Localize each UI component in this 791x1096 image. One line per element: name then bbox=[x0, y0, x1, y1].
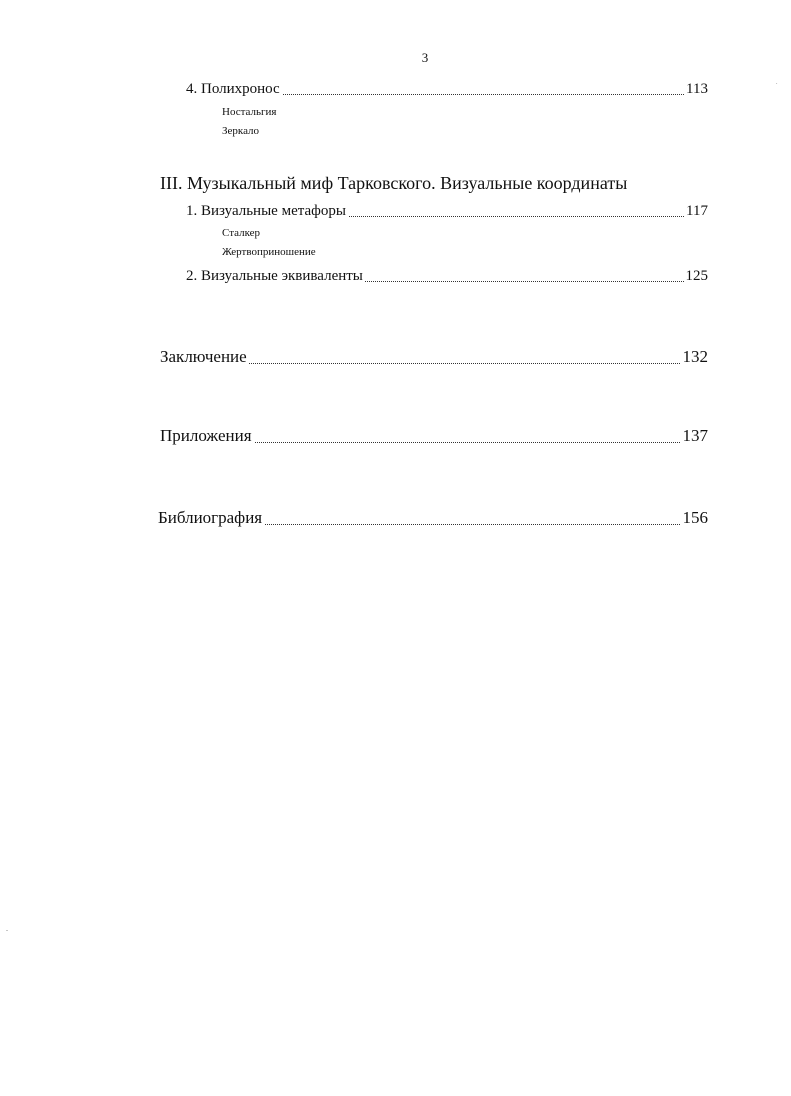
section-heading: III. Музыкальный миф Тарковского. Визуальные координаты bbox=[160, 173, 628, 193]
toc-entry-visual-equivalents[interactable] bbox=[186, 267, 708, 285]
toc-entry-page: 137 bbox=[682, 426, 708, 445]
toc-entry-label: Приложения bbox=[160, 426, 252, 445]
toc-entry-page: 125 bbox=[685, 268, 708, 284]
toc-entry-conclusion[interactable] bbox=[160, 347, 708, 367]
scan-speck: . bbox=[776, 80, 778, 86]
toc-subitem: Зеркало bbox=[222, 125, 260, 137]
toc-entry-page: 132 bbox=[682, 347, 708, 366]
toc-entry-page: 113 bbox=[686, 81, 708, 97]
toc-subitem: Жертвоприношение bbox=[222, 246, 316, 258]
toc-subitem: Ностальгия bbox=[222, 106, 277, 118]
toc-subitem: Сталкер bbox=[222, 227, 261, 239]
toc-entry-label: 4. Полихронос bbox=[186, 81, 280, 97]
toc-entry-polychronos[interactable] bbox=[186, 80, 708, 98]
toc-entry-page: 117 bbox=[686, 203, 708, 219]
toc-entry-appendices[interactable] bbox=[160, 426, 708, 446]
toc-entry-label: 1. Визуальные метафоры bbox=[186, 203, 346, 219]
scan-speck: - bbox=[6, 928, 8, 934]
toc-entry-label: Библиография bbox=[158, 508, 263, 527]
toc-entry-page: 156 bbox=[682, 508, 708, 527]
toc-entry-visual-metaphors[interactable] bbox=[186, 202, 708, 220]
toc-entry-label: 2. Визуальные эквиваленты bbox=[186, 268, 363, 284]
toc-entry-label: Заключение bbox=[160, 347, 247, 366]
toc-entry-bibliography[interactable] bbox=[158, 508, 708, 528]
page-number: 3 bbox=[421, 50, 429, 65]
